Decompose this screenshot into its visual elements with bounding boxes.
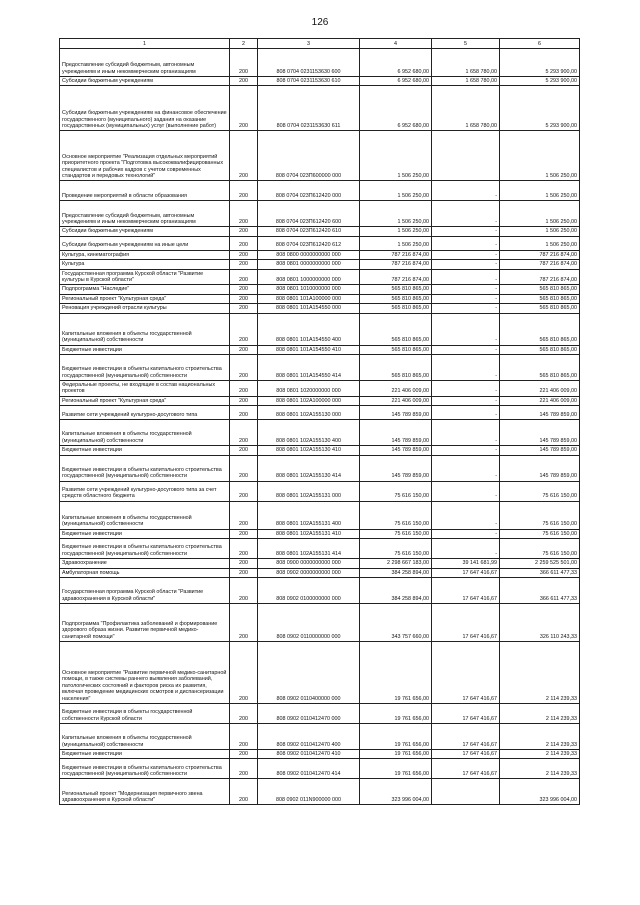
row-change-cell: - [432,446,500,455]
row-change-cell: - [432,396,500,405]
row-name-cell: Бюджетные инвестиции [60,345,230,354]
row-code-cell: 808 0801 102А155130 400 [258,420,360,446]
row-amount-cell: 384 258 894,00 [360,577,432,603]
row-total-cell: 565 810 865,00 [500,294,580,303]
row-change-cell: - [432,304,500,313]
row-code-cell: 808 0902 0110412470 000 [258,703,360,723]
table-row [60,181,580,201]
row-group-cell: 200 [230,260,258,269]
row-change-cell [432,131,500,181]
table-row [60,355,580,381]
table-row [60,568,580,577]
row-group-cell: 200 [230,269,258,285]
row-change-cell: 17 647 416,67 [432,703,500,723]
row-total-cell: 5 293 900,00 [500,86,580,131]
row-code-cell: 808 0801 0000000000 000 [258,260,360,269]
row-amount-cell: 6 952 680,00 [360,86,432,131]
row-name-cell: Бюджетные инвестиции в объекты капитального строительства государственной (муниципальной) собственности [60,455,230,481]
table-row [60,86,580,131]
row-change-cell: - [432,539,500,559]
row-total-cell: 75 616 150,00 [500,529,580,538]
row-total-cell: 787 216 874,00 [500,269,580,285]
row-total-cell: 787 216 874,00 [500,250,580,259]
row-group-cell: 200 [230,131,258,181]
row-code-cell: 808 0801 102А155131 414 [258,539,360,559]
row-amount-cell: 19 761 656,00 [360,759,432,779]
row-code-cell: 808 0900 0000000000 000 [258,559,360,568]
row-change-cell: - [432,285,500,294]
row-group-cell: 200 [230,294,258,303]
row-amount-cell: 75 616 150,00 [360,481,432,501]
row-change-cell: - [432,294,500,303]
row-code-cell: 808 0801 102А155131 400 [258,501,360,529]
row-group-cell: 200 [230,446,258,455]
row-amount-cell: 787 216 874,00 [360,250,432,259]
table-row [60,446,580,455]
row-name-cell: Субсидии бюджетным учреждениям [60,227,230,236]
row-code-cell: 808 0704 0231153630 610 [258,77,360,86]
row-change-cell: 17 647 416,67 [432,723,500,749]
row-total-cell: 5 293 900,00 [500,77,580,86]
table-row [60,396,580,405]
row-amount-cell: 1 506 250,00 [360,181,432,201]
column-header: 4 [360,39,432,49]
row-name-cell: Субсидии бюджетным учреждениям на иные цели [60,236,230,250]
row-total-cell: 1 506 250,00 [500,131,580,181]
row-name-cell: Региональный проект "Культурная среда" [60,396,230,405]
row-amount-cell: 19 761 656,00 [360,641,432,703]
row-name-cell: Развитие сети учреждений культурно-досугового типа за счет средств областного бюджета [60,481,230,501]
row-code-cell: 808 0801 102А100000 000 [258,396,360,405]
row-code-cell: 808 0704 023П612420 612 [258,236,360,250]
row-group-cell: 200 [230,304,258,313]
row-group-cell: 200 [230,86,258,131]
row-change-cell: - [432,455,500,481]
row-group-cell: 200 [230,201,258,227]
column-header: 5 [432,39,500,49]
row-amount-cell: 6 952 680,00 [360,49,432,77]
table-row [60,779,580,805]
row-amount-cell: 323 996 004,00 [360,779,432,805]
row-name-cell: Капитальные вложения в объекты государственной (муниципальной) собственности [60,723,230,749]
row-group-cell: 200 [230,345,258,354]
row-group-cell: 200 [230,250,258,259]
row-amount-cell: 145 789 859,00 [360,420,432,446]
row-group-cell: 200 [230,641,258,703]
row-name-cell: Амбулаторная помощь [60,568,230,577]
page-number: 126 [311,17,329,28]
row-group-cell: 200 [230,396,258,405]
row-total-cell: 565 810 865,00 [500,313,580,345]
row-total-cell: 326 110 243,33 [500,603,580,641]
row-code-cell: 808 0704 023П612420 600 [258,201,360,227]
row-total-cell: 1 506 250,00 [500,201,580,227]
row-code-cell: 808 0801 1020000000 000 [258,381,360,397]
row-code-cell: 808 0704 0231153630 600 [258,49,360,77]
table-row [60,559,580,568]
table-row [60,723,580,749]
row-code-cell: 808 0704 023П600000 000 [258,131,360,181]
table-row [60,313,580,345]
table-row [60,285,580,294]
row-name-cell: Капитальные вложения в объекты государственной (муниципальной) собственности [60,501,230,529]
row-amount-cell: 565 810 865,00 [360,345,432,354]
row-amount-cell: 19 761 656,00 [360,703,432,723]
row-group-cell: 200 [230,539,258,559]
row-group-cell: 200 [230,236,258,250]
table-row [60,406,580,420]
row-total-cell: 1 506 250,00 [500,236,580,250]
row-code-cell: 808 0801 102А155131 000 [258,481,360,501]
row-group-cell: 200 [230,779,258,805]
table-row [60,250,580,259]
row-name-cell: Бюджетные инвестиции в объекты капитального строительства государственной (муниципальной) собственности [60,539,230,559]
row-amount-cell: 75 616 150,00 [360,529,432,538]
table-row [60,49,580,77]
row-code-cell: 808 0902 0110400000 000 [258,641,360,703]
row-total-cell: 2 114 239,33 [500,749,580,758]
row-amount-cell: 565 810 865,00 [360,285,432,294]
row-amount-cell: 19 761 656,00 [360,723,432,749]
row-total-cell: 221 406 009,00 [500,396,580,405]
row-change-cell: - [432,313,500,345]
row-code-cell: 808 0902 0110412470 414 [258,759,360,779]
row-amount-cell: 19 761 656,00 [360,749,432,758]
row-total-cell: 145 789 859,00 [500,406,580,420]
row-total-cell: 1 506 250,00 [500,227,580,236]
row-total-cell: 75 616 150,00 [500,501,580,529]
row-total-cell: 2 114 239,33 [500,703,580,723]
row-code-cell: 808 0902 0110000000 000 [258,603,360,641]
column-header: 6 [500,39,580,49]
table-row [60,759,580,779]
row-change-cell: - [432,355,500,381]
row-code-cell: 808 0902 0000000000 000 [258,568,360,577]
row-amount-cell: 565 810 865,00 [360,294,432,303]
row-amount-cell: 1 506 250,00 [360,201,432,227]
table-row [60,703,580,723]
table-row [60,77,580,86]
row-change-cell [432,779,500,805]
row-group-cell: 200 [230,406,258,420]
row-change-cell: - [432,345,500,354]
row-amount-cell: 787 216 874,00 [360,269,432,285]
row-change-cell: 1 658 780,00 [432,49,500,77]
row-group-cell: 200 [230,285,258,294]
row-name-cell: Культура [60,260,230,269]
row-change-cell: 17 647 416,67 [432,577,500,603]
budget-table [59,38,580,805]
row-amount-cell: 6 952 680,00 [360,77,432,86]
row-name-cell: Региональный проект "Культурная среда" [60,294,230,303]
row-name-cell: Подпрограмма "Наследие" [60,285,230,294]
row-amount-cell: 787 216 874,00 [360,260,432,269]
table-row [60,455,580,481]
row-amount-cell: 565 810 865,00 [360,313,432,345]
row-amount-cell: 145 789 859,00 [360,455,432,481]
row-total-cell: 565 810 865,00 [500,345,580,354]
table-row [60,577,580,603]
row-total-cell: 2 114 239,33 [500,641,580,703]
row-total-cell: 787 216 874,00 [500,260,580,269]
row-change-cell: - [432,260,500,269]
row-code-cell: 808 0801 101А154550 000 [258,304,360,313]
row-total-cell: 75 616 150,00 [500,481,580,501]
row-name-cell: Бюджетные инвестиции [60,446,230,455]
row-total-cell: 2 114 239,33 [500,723,580,749]
row-change-cell: - [432,501,500,529]
row-amount-cell: 145 789 859,00 [360,406,432,420]
row-change-cell: 17 647 416,67 [432,603,500,641]
row-change-cell: 1 658 780,00 [432,86,500,131]
row-code-cell: 808 0704 023П612420 610 [258,227,360,236]
row-code-cell: 808 0801 102А155131 410 [258,529,360,538]
row-name-cell: Основное мероприятие "Развитие первичной медико-санитарной помощи, в также системы раннего выявления заболеваний, патологических состояний и факторов риска их развития, включая проведение медицинских осмотров и диспансеризации населения" [60,641,230,703]
table-row [60,529,580,538]
row-name-cell: Реновация учреждений отрасли культуры [60,304,230,313]
row-code-cell: 808 0801 1010000000 000 [258,285,360,294]
table-row [60,201,580,227]
row-amount-cell: 145 789 859,00 [360,446,432,455]
row-name-cell: Проведение мероприятий в области образования [60,181,230,201]
row-code-cell: 808 0902 0110412470 400 [258,723,360,749]
row-total-cell: 2 259 525 501,00 [500,559,580,568]
row-change-cell: 1 658 780,00 [432,77,500,86]
row-change-cell: 17 647 416,67 [432,759,500,779]
row-change-cell: - [432,201,500,227]
row-name-cell: Бюджетные инвестиции [60,529,230,538]
row-total-cell: 1 506 250,00 [500,181,580,201]
row-name-cell: Предоставление субсидий бюджетным, автономным учреждениям и иным некоммерческим организациям [60,201,230,227]
table-row [60,304,580,313]
row-code-cell: 808 0902 011N900000 000 [258,779,360,805]
row-total-cell: 5 293 900,00 [500,49,580,77]
row-total-cell: 2 114 239,33 [500,759,580,779]
row-name-cell: Капитальные вложения в объекты государственной (муниципальной) собственности [60,313,230,345]
table-row [60,749,580,758]
row-total-cell: 565 810 865,00 [500,285,580,294]
budget-table-body [60,39,580,805]
row-amount-cell: 565 810 865,00 [360,355,432,381]
table-row [60,236,580,250]
row-code-cell: 808 0801 102А155130 000 [258,406,360,420]
row-name-cell: Капитальные вложения в объекты государственной (муниципальной) собственности [60,420,230,446]
row-group-cell: 200 [230,529,258,538]
column-header: 1 [60,39,230,49]
row-group-cell: 200 [230,49,258,77]
row-amount-cell: 1 506 250,00 [360,131,432,181]
row-name-cell: Государственная программа Курской области "Развитие здравоохранения в Курской области" [60,577,230,603]
table-row [60,381,580,397]
row-group-cell: 200 [230,77,258,86]
row-change-cell: - [432,227,500,236]
row-total-cell: 145 789 859,00 [500,455,580,481]
row-group-cell: 200 [230,420,258,446]
row-amount-cell: 565 810 865,00 [360,304,432,313]
row-name-cell: Государственная программа Курской области "Развитие культуры в Курской области" [60,269,230,285]
row-code-cell: 808 0801 102А155130 414 [258,455,360,481]
row-change-cell: - [432,236,500,250]
table-row [60,539,580,559]
row-group-cell: 200 [230,759,258,779]
table-row [60,227,580,236]
row-name-cell: Предоставление субсидий бюджетным, автономным учреждениям и иным некоммерческим организациям [60,49,230,77]
row-amount-cell: 221 406 009,00 [360,396,432,405]
row-amount-cell: 75 616 150,00 [360,539,432,559]
table-row [60,269,580,285]
row-amount-cell: 221 406 009,00 [360,381,432,397]
row-name-cell: Субсидии бюджетным учреждениям на финансовое обеспечение государственного (муниципального) задания на оказание государственных (муниципальных) услуг (выполнение работ) [60,86,230,131]
table-row [60,641,580,703]
column-header: 3 [258,39,360,49]
row-change-cell: 17 647 416,67 [432,568,500,577]
row-group-cell: 200 [230,227,258,236]
row-total-cell: 323 996 004,00 [500,779,580,805]
row-group-cell: 200 [230,603,258,641]
column-header: 2 [230,39,258,49]
row-group-cell: 200 [230,181,258,201]
row-change-cell: - [432,181,500,201]
row-group-cell: 200 [230,559,258,568]
row-total-cell: 565 810 865,00 [500,355,580,381]
row-group-cell: 200 [230,313,258,345]
row-group-cell: 200 [230,723,258,749]
row-group-cell: 200 [230,501,258,529]
table-row [60,481,580,501]
row-code-cell: 808 0902 0100000000 000 [258,577,360,603]
row-group-cell: 200 [230,577,258,603]
row-change-cell: - [432,406,500,420]
row-total-cell: 366 611 477,33 [500,568,580,577]
row-change-cell: - [432,420,500,446]
table-row [60,345,580,354]
row-code-cell: 808 0800 0000000000 000 [258,250,360,259]
row-name-cell: Субсидии бюджетным учреждениям [60,77,230,86]
row-name-cell: Бюджетные инвестиции в объекты капитального строительства государственной (муниципальной) собственности [60,355,230,381]
table-row [60,294,580,303]
table-row [60,131,580,181]
row-change-cell: - [432,481,500,501]
row-change-cell: 17 647 416,67 [432,749,500,758]
row-group-cell: 200 [230,481,258,501]
row-total-cell: 565 810 865,00 [500,304,580,313]
row-amount-cell: 2 298 667 183,00 [360,559,432,568]
table-row [60,420,580,446]
row-group-cell: 200 [230,381,258,397]
row-group-cell: 200 [230,455,258,481]
row-change-cell: - [432,381,500,397]
row-amount-cell: 384 258 894,00 [360,568,432,577]
row-amount-cell: 343 757 660,00 [360,603,432,641]
row-name-cell: Здравоохранение [60,559,230,568]
row-code-cell: 808 0801 1000000000 000 [258,269,360,285]
row-group-cell: 200 [230,568,258,577]
row-code-cell: 808 0801 101А100000 000 [258,294,360,303]
row-name-cell: Федеральные проекты, не входящие в состав национальных проектов [60,381,230,397]
row-code-cell: 808 0801 101А154550 410 [258,345,360,354]
table-row [60,603,580,641]
row-code-cell: 808 0801 102А155130 410 [258,446,360,455]
row-total-cell: 145 789 859,00 [500,446,580,455]
row-amount-cell: 75 616 150,00 [360,501,432,529]
row-name-cell: Культура, кинематография [60,250,230,259]
row-name-cell: Подпрограмма "Профилактика заболеваний и формирование здорового образа жизни. Развитие первичной медико-санитарной помощи" [60,603,230,641]
row-code-cell: 808 0801 101А154550 414 [258,355,360,381]
table-row [60,501,580,529]
row-code-cell: 808 0704 023П612420 000 [258,181,360,201]
row-total-cell: 75 616 150,00 [500,539,580,559]
row-name-cell: Основное мероприятие "Реализация отдельных мероприятий приоритетного проекта "Подготовка высококвалифицированных специалистов и рабочих кадров с учетом современных стандартов и передовых технологий" [60,131,230,181]
row-code-cell: 808 0801 101А154550 400 [258,313,360,345]
row-total-cell: 145 789 859,00 [500,420,580,446]
row-name-cell: Бюджетные инвестиции [60,749,230,758]
row-amount-cell: 1 506 250,00 [360,227,432,236]
row-total-cell: 221 406 009,00 [500,381,580,397]
row-change-cell: - [432,529,500,538]
table-row [60,260,580,269]
row-name-cell: Бюджетные инвестиции в объекты капитального строительства государственной (муниципальной) собственности [60,759,230,779]
row-code-cell: 808 0902 0110412470 410 [258,749,360,758]
row-change-cell: 39 141 681,99 [432,559,500,568]
row-change-cell: - [432,250,500,259]
row-group-cell: 200 [230,703,258,723]
row-change-cell: - [432,269,500,285]
row-group-cell: 200 [230,355,258,381]
table-header-row [60,39,580,49]
row-name-cell: Бюджетные инвестиции в объекты государственной собственности Курской области [60,703,230,723]
row-total-cell: 366 611 477,33 [500,577,580,603]
row-name-cell: Развитие сети учреждений культурно-досугового типа [60,406,230,420]
row-name-cell: Региональный проект "Модернизация первичного звена здравоохранения в Курской области" [60,779,230,805]
row-group-cell: 200 [230,749,258,758]
row-amount-cell: 1 506 250,00 [360,236,432,250]
row-change-cell: 17 647 416,67 [432,641,500,703]
row-code-cell: 808 0704 0231153630 611 [258,86,360,131]
